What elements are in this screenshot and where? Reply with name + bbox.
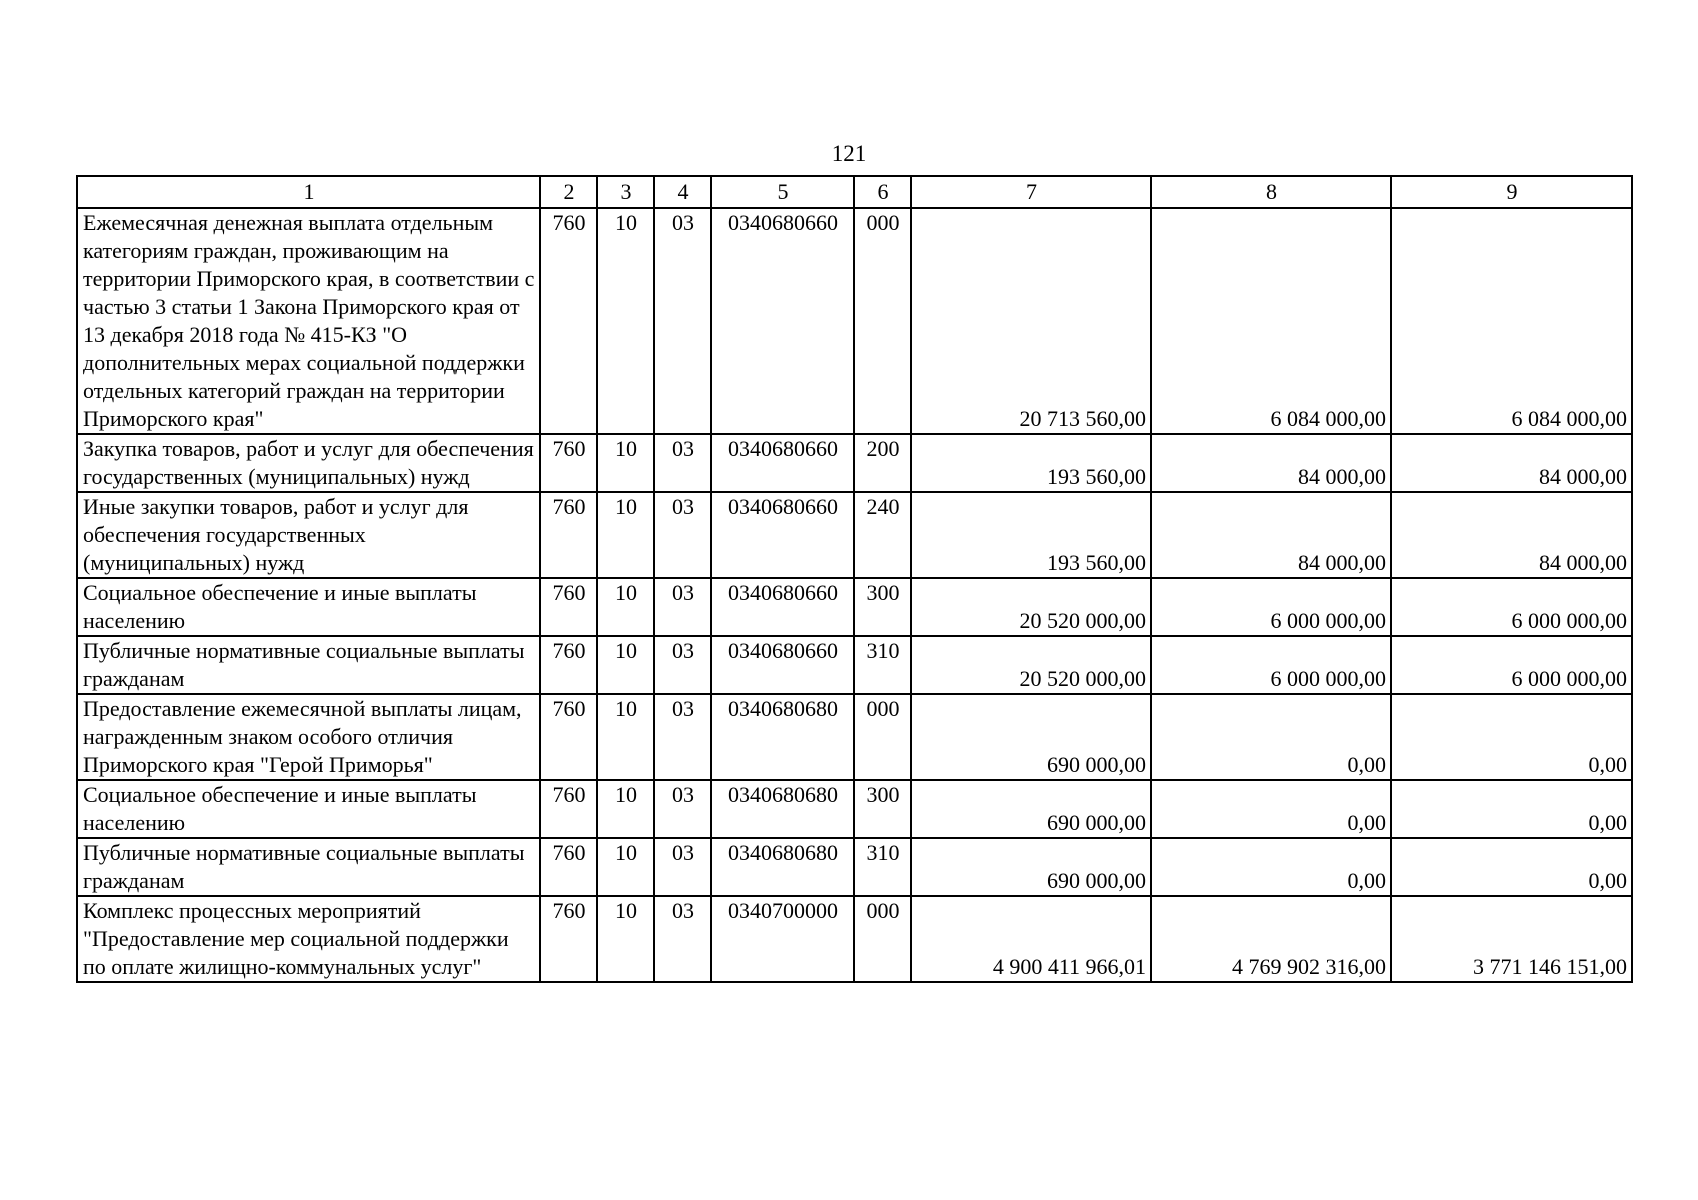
col3-cell: 10 <box>597 780 654 838</box>
col3-cell: 10 <box>597 208 654 434</box>
header-cell: 1 <box>77 176 540 208</box>
col6-cell: 310 <box>854 838 911 896</box>
col7-amount-cell: 690 000,00 <box>911 838 1151 896</box>
col3-cell: 10 <box>597 838 654 896</box>
col5-cell: 0340700000 <box>711 896 854 982</box>
header-cell: 9 <box>1391 176 1632 208</box>
col9-amount-cell: 6 000 000,00 <box>1391 578 1632 636</box>
header-cell: 2 <box>540 176 597 208</box>
col7-amount-cell: 193 560,00 <box>911 434 1151 492</box>
col2-cell: 760 <box>540 578 597 636</box>
col5-cell: 0340680660 <box>711 434 854 492</box>
col5-cell: 0340680680 <box>711 694 854 780</box>
col7-amount-cell: 20 713 560,00 <box>911 208 1151 434</box>
header-cell: 5 <box>711 176 854 208</box>
table-row <box>77 208 1632 434</box>
table-row <box>77 578 1632 636</box>
col4-cell: 03 <box>654 578 711 636</box>
col6-cell: 000 <box>854 694 911 780</box>
col8-amount-cell: 6 084 000,00 <box>1151 208 1391 434</box>
table-row <box>77 838 1632 896</box>
col2-cell: 760 <box>540 492 597 578</box>
col4-cell: 03 <box>654 780 711 838</box>
budget-table <box>76 175 1633 983</box>
col6-cell: 240 <box>854 492 911 578</box>
col7-amount-cell: 690 000,00 <box>911 780 1151 838</box>
col5-cell: 0340680660 <box>711 492 854 578</box>
col8-amount-cell: 4 769 902 316,00 <box>1151 896 1391 982</box>
col7-amount-cell: 20 520 000,00 <box>911 578 1151 636</box>
col9-amount-cell: 0,00 <box>1391 780 1632 838</box>
col2-cell: 760 <box>540 896 597 982</box>
col6-cell: 200 <box>854 434 911 492</box>
row-name-cell: Публичные нормативные социальные выплаты гражданам <box>77 636 540 694</box>
header-cell: 7 <box>911 176 1151 208</box>
header-cell: 4 <box>654 176 711 208</box>
col8-amount-cell: 6 000 000,00 <box>1151 636 1391 694</box>
col3-cell: 10 <box>597 896 654 982</box>
row-name-cell: Ежемесячная денежная выплата отдельным категориям граждан, проживающим на территории Приморского края, в соответствии с частью 3 статьи 1 Закона Приморского края от 13 декабря 2018 года № 415-КЗ "О дополнительных мерах социальной поддержки отдельных категорий граждан на территории Приморского края" <box>77 208 540 434</box>
col9-amount-cell: 0,00 <box>1391 694 1632 780</box>
row-name-cell: Закупка товаров, работ и услуг для обеспечения государственных (муниципальных) нужд <box>77 434 540 492</box>
col2-cell: 760 <box>540 434 597 492</box>
col9-amount-cell: 3 771 146 151,00 <box>1391 896 1632 982</box>
header-cell: 6 <box>854 176 911 208</box>
col5-cell: 0340680680 <box>711 838 854 896</box>
col6-cell: 310 <box>854 636 911 694</box>
row-name-cell: Социальное обеспечение и иные выплаты населению <box>77 780 540 838</box>
col2-cell: 760 <box>540 694 597 780</box>
col2-cell: 760 <box>540 780 597 838</box>
col6-cell: 300 <box>854 578 911 636</box>
col4-cell: 03 <box>654 896 711 982</box>
col3-cell: 10 <box>597 578 654 636</box>
col4-cell: 03 <box>654 636 711 694</box>
header-row <box>77 176 1632 208</box>
col3-cell: 10 <box>597 694 654 780</box>
col9-amount-cell: 0,00 <box>1391 838 1632 896</box>
table-row <box>77 694 1632 780</box>
col9-amount-cell: 6 084 000,00 <box>1391 208 1632 434</box>
col5-cell: 0340680660 <box>711 636 854 694</box>
table-row <box>77 434 1632 492</box>
col8-amount-cell: 84 000,00 <box>1151 434 1391 492</box>
col8-amount-cell: 6 000 000,00 <box>1151 578 1391 636</box>
col9-amount-cell: 6 000 000,00 <box>1391 636 1632 694</box>
col3-cell: 10 <box>597 434 654 492</box>
row-name-cell: Предоставление ежемесячной выплаты лицам, награжденным знаком особого отличия Приморского края "Герой Приморья" <box>77 694 540 780</box>
row-name-cell: Публичные нормативные социальные выплаты гражданам <box>77 838 540 896</box>
row-name-cell: Комплекс процессных мероприятий "Предоставление мер социальной поддержки по оплате жилищно-коммунальных услуг" <box>77 896 540 982</box>
col9-amount-cell: 84 000,00 <box>1391 434 1632 492</box>
col4-cell: 03 <box>654 208 711 434</box>
col8-amount-cell: 0,00 <box>1151 838 1391 896</box>
col4-cell: 03 <box>654 434 711 492</box>
row-name-cell: Иные закупки товаров, работ и услуг для обеспечения государственных (муниципальных) нужд <box>77 492 540 578</box>
col5-cell: 0340680660 <box>711 208 854 434</box>
col7-amount-cell: 20 520 000,00 <box>911 636 1151 694</box>
col6-cell: 300 <box>854 780 911 838</box>
col5-cell: 0340680660 <box>711 578 854 636</box>
table-row <box>77 896 1632 982</box>
col2-cell: 760 <box>540 636 597 694</box>
col7-amount-cell: 193 560,00 <box>911 492 1151 578</box>
col8-amount-cell: 0,00 <box>1151 780 1391 838</box>
col3-cell: 10 <box>597 492 654 578</box>
header-cell: 3 <box>597 176 654 208</box>
col6-cell: 000 <box>854 208 911 434</box>
col8-amount-cell: 0,00 <box>1151 694 1391 780</box>
col7-amount-cell: 690 000,00 <box>911 694 1151 780</box>
col9-amount-cell: 84 000,00 <box>1391 492 1632 578</box>
table-row <box>77 636 1632 694</box>
col2-cell: 760 <box>540 838 597 896</box>
page-number: 121 <box>831 141 867 166</box>
col8-amount-cell: 84 000,00 <box>1151 492 1391 578</box>
header-cell: 8 <box>1151 176 1391 208</box>
col2-cell: 760 <box>540 208 597 434</box>
col6-cell: 000 <box>854 896 911 982</box>
col4-cell: 03 <box>654 838 711 896</box>
col5-cell: 0340680680 <box>711 780 854 838</box>
col4-cell: 03 <box>654 694 711 780</box>
col7-amount-cell: 4 900 411 966,01 <box>911 896 1151 982</box>
table-row <box>77 780 1632 838</box>
table-row <box>77 492 1632 578</box>
col4-cell: 03 <box>654 492 711 578</box>
row-name-cell: Социальное обеспечение и иные выплаты населению <box>77 578 540 636</box>
col3-cell: 10 <box>597 636 654 694</box>
